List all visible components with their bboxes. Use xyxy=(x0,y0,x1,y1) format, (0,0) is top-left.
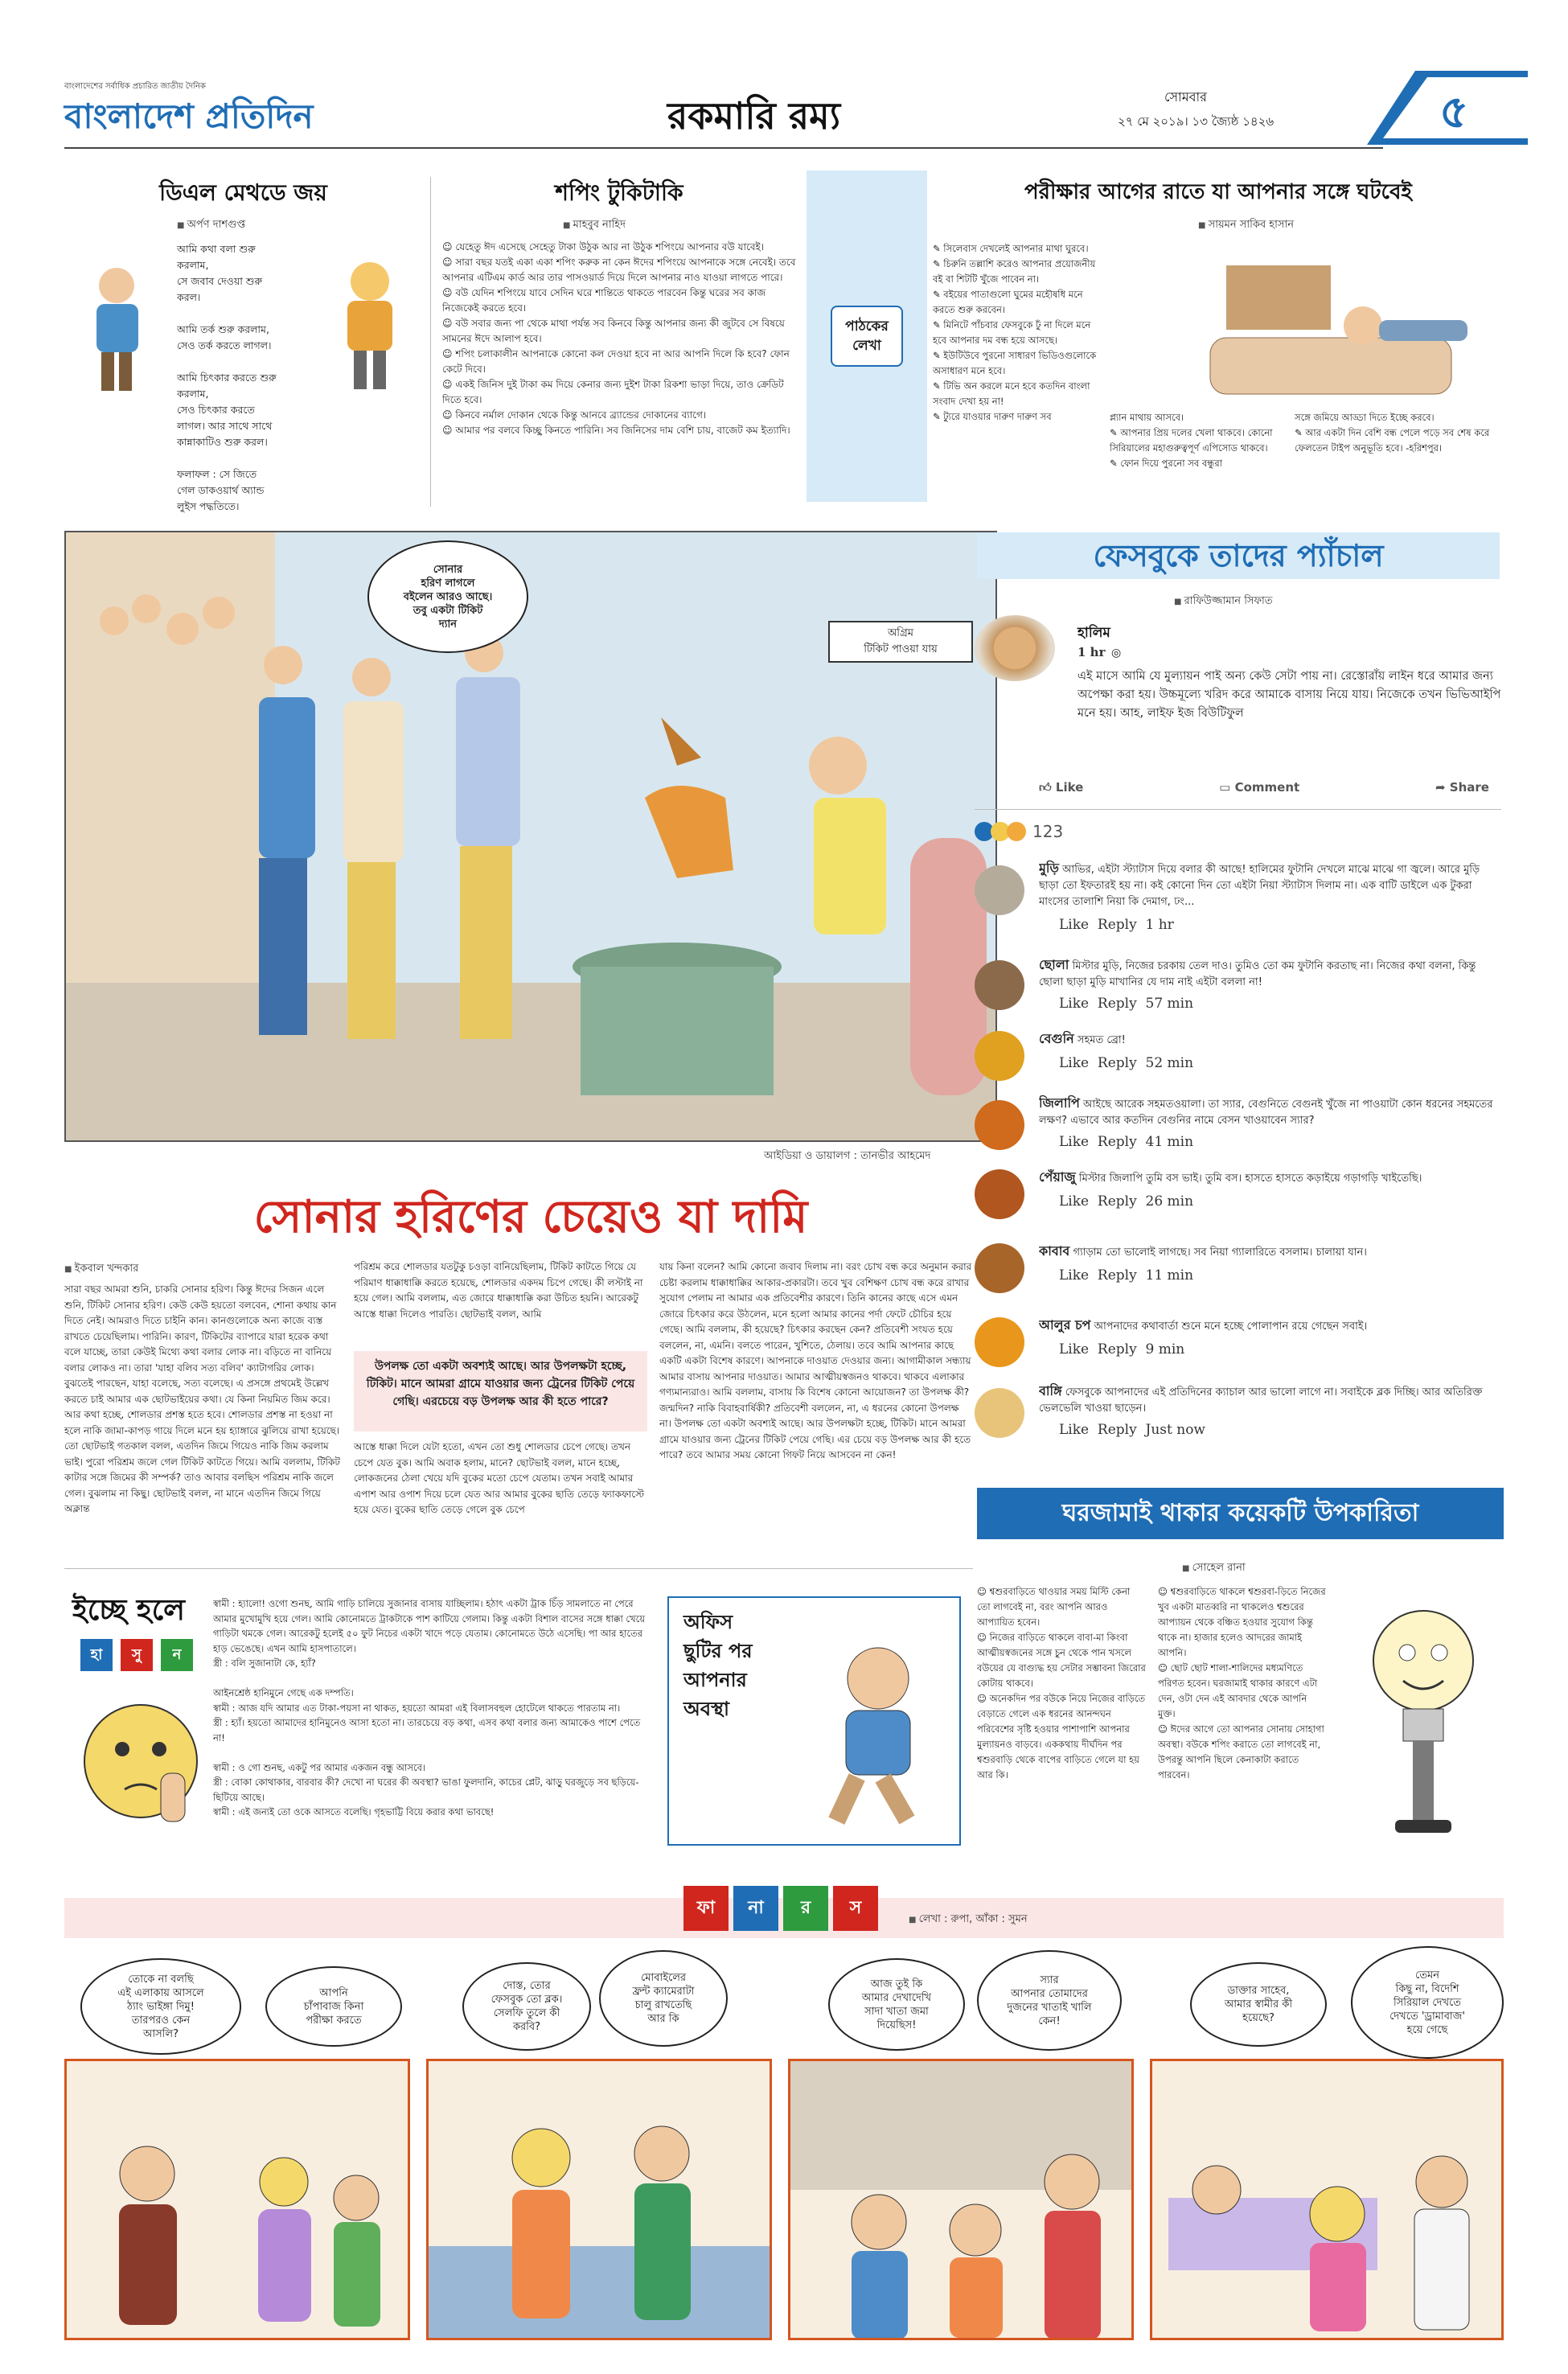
masthead-rule xyxy=(64,147,1383,149)
comment-like-link[interactable]: Like xyxy=(1059,1267,1090,1284)
funnarosh-bubble: স্যার আপনার তোমাদের দুজনের খাতাই খালি কেন! xyxy=(977,1950,1122,2051)
hasun-letter-1: হা xyxy=(80,1639,113,1671)
ghorjamai-col-b: ☺ শ্বশুরবাড়িতে থাকলে শ্বশুরবা-ড়িতে নিজের খুব একটা মাতব্বরি না থাকলেও শ্বশুরের আপ্যায়ন থেকে বঞ্চিত হওয়ার সুযোগ কিন্তু থাকে না। হাজার হলেও আদরের জামাই আপনি। ☺ ছোট ছোট শালা-শালিদের মধ্যমণিতে পরিণত হবেন। ঘরজামাই থাকার কারণে এটা দেন, ওটা দেন এই আবদার থেকে আপনি মুক্ত। ☺ ঈদের আগে তো আপনার সোনায় সোহাগা অবস্থা। বউকে শপিং করাতে তো লাগবেই না, উপরন্তু আপনি ছিলে কেনাকাটা করাতে পারবেন। xyxy=(1158,1586,1326,1780)
comment-avatar[interactable] xyxy=(975,1243,1024,1293)
comment-avatar[interactable] xyxy=(975,1100,1024,1150)
globe-icon: ◎ xyxy=(1111,647,1122,659)
feature-col-b-bottom: আস্তে ধাক্কা দিলে যেটা হতো, এখন তো শুধু শোলডার চেপে গেছে। তখন চেপে যেত বুক। আমি অবাক হলাম, মানে? ছোটভাই বলল, মানে হচ্ছে, লোকজনের ঠেলা খেয়ে যদি বুকের মতো চেপে যেতাম। তখন সবাই আমার এপাশ আর ওপাশ দিয়ে চলে যেত আর আমার বুকের ছাতি তেড়ে ফ্যাকফাস্টে হয়ে যেত। বুকের ছাতি তেড়ে গেলে বুক চেপে xyxy=(354,1441,644,1515)
comment-text: বেগুনি সহমত ব্রো! xyxy=(1039,1031,1126,1046)
comment-text: কাবাব গ্যাড়াম তো ভালোই লাগছে। সব নিয়া গ্যালারিতে বসলাম। চালায়া যান। xyxy=(1039,1243,1367,1259)
funnarosh-bubble: আজ তুই কি আমার দেখাদেখি সাদা খাতা জমা দিয়েছিস! xyxy=(828,1958,965,2051)
comment-text: জিলাপি আইছে আরেক সহমতওয়ালা। তা স্যার, বেগুনিতে বেগুনই খুঁজে না পাওয়াটা কোন ধরনের সহমতের লক্ষণ? এভাবে আর কতদিন বেগুনির নামে বেসন খাওয়াবেন স্যার? xyxy=(1039,1095,1493,1127)
share-icon: ➦ xyxy=(1435,780,1450,795)
comment-like-link[interactable]: Like xyxy=(1059,996,1090,1012)
comment-author[interactable]: মুড়ি xyxy=(1039,860,1059,876)
article-body-mid: প্ল্যান মাথায় আসবে। ✎ আপনার প্রিয় দলের খেলা থাকবে। কোনো সিরিয়ালের মহাগুরুত্বপূর্ণ এপিসোড থাকবে। ✎ ফোন দিয়ে পুরনো সব বন্ধুরা xyxy=(1110,412,1273,469)
article-byline: ■ অর্পণ দাশগুপ্ত xyxy=(177,217,245,234)
comment-author[interactable]: পেঁয়াজু xyxy=(1039,1169,1076,1185)
comment-text: মুড়ি আভির, এইটা স্ট্যাটাস দিয়ে বলার কী আছে! হালিমের ফুটানি দেখলে মাঝে মাঝে গা জ্বলে। আরে মুড়ি ছাড়া তো ইফতারই হয় না। কই কোনো দিন তো এইটা নিয়া স্ট্যাটাস দিলাম না। এক বাটি ডাইলে এক টুকরা মাংসের তালাশি নিয়া কি দেমাগ, ঢং... xyxy=(1039,860,1480,908)
main-cartoon xyxy=(64,531,997,1142)
feature-pullquote: উপলক্ষ তো একটা অবশ্যই আছে। আর উপলক্ষটা হচ্ছে, টিকিট। মানে আমরা গ্রামে যাওয়ার জন্য ট্রেনের টিকিট পেয়ে গেছি। এরচেয়ে বড় উপলক্ষ আর কী হতে পারে? xyxy=(354,1351,647,1431)
comment-author[interactable]: বাঙ্গি xyxy=(1039,1383,1062,1399)
comment-meta xyxy=(1059,1341,1184,1357)
cartoon-credit: আইডিয়া ও ডায়ালগ : তানভীর আহমেদ xyxy=(764,1150,931,1162)
bulb-character-illustration xyxy=(1339,1588,1504,1846)
comment-meta xyxy=(1059,996,1193,1012)
ghorjamai-byline: ■ সোহেল রানা xyxy=(1182,1560,1246,1577)
feature-headline: সোনার হরিণের চেয়েও যা দামি xyxy=(253,1191,808,1243)
cartoon-speech-bubble: সোনার হরিণ লাগলে বইলেন আরও আছে। তবু একটা টিকিট দ্যান xyxy=(367,540,528,653)
masthead xyxy=(0,0,1568,165)
facebook-post xyxy=(975,611,1505,812)
office-cartoon-caption: অফিস ছুটির পর আপনার অবস্থা xyxy=(683,1611,753,1720)
comment-meta xyxy=(1059,1193,1193,1210)
comment-avatar[interactable] xyxy=(975,1388,1024,1438)
facebook-byline: ■ রাফিউজ্জামান সিফাত xyxy=(1174,594,1273,610)
post-time[interactable]: 1 hr xyxy=(1077,645,1106,659)
comment-meta xyxy=(1059,1134,1193,1150)
article-body-left: ✎ সিলেবাস দেখলেই আপনার মাথা ঘুরবে। ✎ চিরুনি তল্লাশি করেও আপনার প্রয়োজনীয় বই বা শিটটি খুঁজে পাবেন না। ✎ বইয়ের পাতাগুলো ঘুমের মহৌষধি মনে করতে শুরু করবেন। ✎ মিনিটে পাঁচবার ফেসবুকে ঢুঁ না দিলে মনে হবে আপনার দম বন্ধ হয়ে আসছে। ✎ ইউটিউবে পুরনো সাধারণ ভিডিওগুলোকে অসাধারণ মনে হবে। ✎ টিভি অন করলে মনে হবে কতদিন বাংলা সংবাদ দেখা হয় না! ✎ ট্যুরে যাওয়ার দারুণ দারুণ সব xyxy=(933,243,1097,422)
comment-time: 11 min xyxy=(1145,1267,1194,1284)
share-button[interactable]: ➦ Share xyxy=(1435,780,1489,795)
logo-tagline: বাংলাদেশের সর্বাধিক প্রচারিত জাতীয় দৈনিক xyxy=(64,82,206,91)
comment-like-link[interactable]: Like xyxy=(1059,917,1090,933)
office-cartoon xyxy=(667,1596,961,1846)
funnarosh-bubble: ডাক্তার সাহেব, আমার স্বামীর কী হয়েছে? xyxy=(1190,1962,1327,2047)
comment-icon: ▭ xyxy=(1219,780,1235,795)
funnarosh-letter-4: স xyxy=(833,1886,878,1931)
funnarosh-letter-1: ফা xyxy=(683,1886,729,1931)
comment-avatar[interactable] xyxy=(975,960,1024,1010)
comment-reply-link[interactable]: Reply xyxy=(1097,1134,1137,1150)
comment-avatar[interactable] xyxy=(975,865,1024,915)
hasun-jokes: স্বামী : হ্যালো! ওগো শুনছ, আমি গাড়ি চালিয়ে সুজানার বাসায় যাচ্ছিলাম। হঠাৎ একটা ট্রাক চিঁড় সামলাতে না পেরে আমার মুখোমুখি হয়ে গেল। আমি কোনোমতে ট্রাকটাকে পাশ কাটিয়ে গেলাম। কিন্তু একটা বিশাল বাসের সঙ্গে ধাক্কা খেয়ে গাড়িটা থমকে গেল। আরেকটু হলেই ৫০ ফুট নিচের একটা খাদে পড়ে যেতাম। কোনোমতে উঠে এসেছি। পা আর হাতের হাড় ভেঙেছে। এখন আমি হাসপাতালে। স্ত্রী : বলি সুজানাটা কে, হ্যাঁ? আইনশ্রেষ্ঠ হানিমুনে গেছে এক দম্পতি। স্বামী : আজ যদি আমার এত টাকা-পয়সা না থাকত, হয়তো আমরা এই বিলাসবহুল হোটেলে থাকতে পারতাম না। স্ত্রী : হ্যাঁ। হয়তো আমাদের হানিমুনেও আসা হতো না। তারচেয়ে বড় কথা, এসব কথা বলার জন্য আমাকেও পাশে পেতে না! স্বামী : ও গো শুনছ, একটু পর আমার একজন বন্ধু আসবে। স্ত্রী : বোকা কোথাকার, বারবার কী? দেখো না ঘরের কী অবস্থা? ভাঙা ফুলদানি, কাচের প্লেট, ঝাড়ু ঘরজুড়ে সব ছড়িয়ে-ছিটিয়ে আছে। স্বামী : এই জন্যই তো ওকে আসতে বলেছি। গৃহভাট্টি বিয়ে করার কথা ভাবছে! xyxy=(213,1598,646,1817)
comment-time: 26 min xyxy=(1145,1193,1194,1210)
sleeping-student-illustration xyxy=(1162,249,1484,402)
issue-date: ২৭ মে ২০১৯। ১৩ জ্যৈষ্ঠ ১৪২৬ xyxy=(1118,114,1275,129)
column-divider xyxy=(430,177,431,507)
issue-day: সোমবার xyxy=(1164,89,1207,105)
article-title: ডিএল মেথডে জয় xyxy=(159,179,327,206)
comment-list xyxy=(975,860,1505,1472)
post-body: এই মাসে আমি যে মুল্যায়ন পাই অন্য কেউ সেটা পায় না। রেস্তোরাঁয় লাইন ধরে আমার জন্য অপেক্ষা করা হয়। উচ্চমূল্যে খরিদ করে আমাকে বাসায় নিয়ে যায়। নিজেকে তখন ভিভিআইপি মনে হয়। আহ, লাইফ ইজ বিউটিফুল xyxy=(1077,670,1501,720)
funnarosh-panel-4 xyxy=(1150,2059,1504,2340)
comment-button[interactable]: ▭ Comment xyxy=(1219,780,1300,795)
comment-author[interactable]: বেগুনি xyxy=(1039,1031,1074,1046)
article-title: পরীক্ষার আগের রাতে যা আপনার সঙ্গে ঘটবেই xyxy=(1024,180,1412,204)
comment-item xyxy=(975,1383,1505,1456)
reaction-count: 123 xyxy=(1032,822,1064,841)
hasun-letter-3: ন xyxy=(161,1639,193,1671)
post-divider xyxy=(975,809,1501,810)
comment-avatar[interactable] xyxy=(975,1317,1024,1367)
comment-author[interactable]: ছোলা xyxy=(1039,957,1069,972)
comment-reply-link[interactable]: Reply xyxy=(1097,1193,1137,1210)
comment-like-link[interactable]: Like xyxy=(1059,1422,1090,1438)
feature-byline: ■ ইকবাল খন্দকার xyxy=(64,1261,138,1278)
like-button[interactable]: 👍︎ Like xyxy=(1039,780,1084,795)
panel-4-scene xyxy=(1152,2061,1504,2340)
comment-item xyxy=(975,1169,1505,1226)
funnarosh-credit: ■ লেখা : রুপা, আঁকা : সুমন xyxy=(909,1912,1028,1928)
comment-author[interactable]: কাবাব xyxy=(1039,1243,1070,1259)
comment-like-link[interactable]: Like xyxy=(1059,1055,1090,1071)
hasun-title: ইচ্ছে হলে xyxy=(72,1594,186,1627)
post-actions xyxy=(1039,780,1489,804)
comment-like-link[interactable]: Like xyxy=(1059,1134,1090,1150)
comment-time: 52 min xyxy=(1145,1055,1194,1071)
comment-item xyxy=(975,1095,1505,1160)
running-man-illustration xyxy=(790,1630,958,1839)
funnarosh-panel-1 xyxy=(64,2059,410,2340)
feature-col-b-top: পরিশ্রম করে শোলডার যতটুকু চওড়া বানিয়েছিলাম, টিকিট কাটতে গিয়ে যে পরিমাণ ধাক্কাধাক্কি করতে হয়েছে, শোলডার একদম চিপে গেছে। কী লস্টাই না হয়ে গেল। আমি বললাম, এত জোরে ধাক্কাধাক্কি করা উচিত হয়নি। আরেকটু আস্তে ধাক্কা দিলেও পারতি। ছোটভাই বলল, আমি xyxy=(354,1261,643,1320)
comment-time: 41 min xyxy=(1145,1134,1194,1150)
newspaper-logo[interactable]: বাংলাদেশ প্রতিদিন xyxy=(64,97,314,136)
shopping-article xyxy=(442,169,796,515)
feature-bottom-rule xyxy=(64,1568,973,1569)
funnarosh-bubble: তেমন কিছু না, বিদেশি সিরিয়াল দেখতে দেখতে 'ড্রামাবাজ' হয়ে গেছে xyxy=(1351,1946,1504,2059)
feature-col-c: যায় কিনা বলেন? আমি কোনো জবাব দিলাম না। বরং চোখ বন্ধ করে অনুমান করার চেষ্টা করলাম ধাক্কাধাক্কির আকার-প্রকারটা। তবে খুব বেশিক্ষণ চোখ বন্ধ করে রাখার সুযোগ পেলাম না আমার এক প্রতিবেশীর কারণে। তিনি কানের কাছে এসে এমন জোরে চিৎকার করে উঠলেন, মনে হলো আমার কানের পর্দা ফেটে চৌচির হয়ে গেছে। আমি বললাম, কী হয়েছে? চিৎকার করছেন কেন? প্রতিবেশী সংযত হয়ে বললেন, না, এমনি। বলতে পারেন, খুশিতে, ঠেলায়। তবে আমি আপনার কাছে একটি একটা বিশেষ কারণে। আপনাকে দাওয়াত দেওয়ার জন্য। আগামীকাল সন্ধ্যায় আমার বাসায় আপনার দাওয়াত। আমার আত্মীয়স্বজনও থাকবে। থাকবে এলাকার গণ্যমান্যরাও। আমি বললাম, বাসায় কি বিশেষ কোনো আয়োজন? তা উপলক্ষ কী? জন্মদিন? নাকি বিবাহবার্ষিকী? প্রতিবেশী বললেন, না, এ ধরনের কোনো উপলক্ষ না। উপলক্ষ তো একটা অবশ্যই আছে। আর উপলক্ষটা হচ্ছে, টিকিট। মানে আমরা গ্রামে যাওয়ার জন্য ট্রেনের টিকিট পেয়ে গেছি। এর চেয়ে বড় উপলক্ষ আর কী হতে পারে? তবে আমার সময় কোনো গিফট নিয়ে আসবেন না কেন! xyxy=(659,1261,972,1460)
article-body: আমি কথা বলা শুরু করলাম, সে জবাব দেওয়া শুরু করল। আমি তর্ক শুরু করলাম, সেও তর্ক করতে লাগল। আমি চিৎকার করতে শুরু করলাম, সেও চিৎকার করতে লাগল। আর সাথে সাথে কান্নাকাটিও শুরু করল। ফলাফল : সে জিতে গেল ডাকওয়ার্থ অ্যান্ড লুইস পদ্ধতিতে। xyxy=(177,243,277,512)
funnarosh-bubble: তোকে না বলছি এই এলাকায় আসলে ঠ্যাং ভাইঙ্গা দিমু! তারপরও কেন আসলি? xyxy=(80,1958,241,2055)
comment-meta xyxy=(1059,917,1174,933)
dl-method-article xyxy=(64,169,422,515)
section-title: রকমারি রম্য xyxy=(667,94,841,138)
comment-time: 57 min xyxy=(1145,996,1194,1012)
ghorjamai-col-a: ☺ শ্বশুরবাড়িতে থাওয়ার সময় মিস্টি কেনা তো লাগবেই না, বরং আপনি আরও আপ্যায়িত হবেন। ☺ নিজের বাড়িতে থাকলে বাবা-মা কিংবা আত্মীয়স্বজনের সঙ্গে চুন থেকে পান খসলে বউয়ের যে বাগ্যুদ্ধ হয় সেটার সম্ভাবনা জিরোর কোটায় থাকবে। ☺ অনেকদিন পর বউকে নিয়ে নিজের বাড়িতে বেড়াতে গেলে এক ধরনের আনন্দঘন পরিবেশের সৃষ্টি হওয়ার পাশাপাশি আপনার মুল্যায়নও বাড়বে। এককথায় দীর্ঘদিন পর শ্বশুরবাড়ি থেকে বাপের বাড়িতে গেলে যা হয় আর কি। xyxy=(977,1586,1146,1780)
comment-reply-link[interactable]: Reply xyxy=(1097,1422,1137,1438)
comment-avatar[interactable] xyxy=(975,1169,1024,1219)
article-body-right: সঙ্গে জমিয়ে আড্ডা দিতে ইচ্ছে করবে। ✎ আর একটা দিন বেশি বন্ধ পেলে পড়ে সব শেষ করে ফেলতেন টাইপ অনুভূতি হবে। -হরিশপুর। xyxy=(1295,412,1490,454)
comment-item xyxy=(975,1317,1505,1374)
comment-meta xyxy=(1059,1055,1193,1071)
funnarosh-letter-3: র xyxy=(783,1886,828,1931)
article-title: শপিং টুকিটাকি xyxy=(555,179,683,206)
comment-author[interactable]: জিলাপি xyxy=(1039,1095,1080,1111)
thumbs-up-icon: 👍︎ xyxy=(1039,780,1056,795)
comment-time: 9 min xyxy=(1145,1341,1185,1357)
advance-ticket-sign: অগ্রিম টিকিট পাওয়া যায় xyxy=(828,621,973,663)
reaction-summary[interactable] xyxy=(975,822,1063,841)
funnarosh-bubble: মোবাইলের ফ্রন্ট ক্যামেরাটা চালু রাখতেছি আর কি xyxy=(599,1950,728,2047)
article-body: ☺ যেহেতু ঈদ এসেছে সেহেতু টাকা উঠুক আর না উঠুক শপিংয়ে আপনার বউ যাবেই। ☺ সারা বছর যতই একা একা শপিং করুক না কেন ঈদের শপিংয়ে আপনাকে সঙ্গে নেবেই। তবে আপনার এটিএম কার্ড আর তার পাসওয়ার্ড দিয়ে দিলে আপনার নাও যাওয়া লাগতে পারে। ☺ বউ যেদিন শপিংয়ে যাবে সেদিন ঘরে শান্তিতে থাকতে পারবেন কিন্তু ঘরের সব কাজ নিজেকেই করতে হবে। ☺ বউ সবার জন্য পা থেকে মাথা পর্যন্ত সব কিনবে কিন্তু আপনার জন্য কী জুটবে সে বিষয়ে সামনের ঈদে আলাপ হবে। ☺ শপিং চলাকালীন আপনাকে কোনো কল দেওয়া হবে না আর আপনি দিলে কি হবে? ফোন কেটে দিবে। ☺ একই জিনিস দুই টাকা কম দিয়ে কেনার জন্য দুইশ টাকা রিকশা ভাড়া দিয়ে, তাও ক্রেডিট দিতে হবে। ☺ কিনবে নর্মাল দোকান থেকে কিন্তু আনবে ব্র্যান্ডের দোকানের ব্যাগে। ☺ আমার পর বলবে কিচ্ছু কিনতে পারিনি। সব জিনিসের দাম বেশি চায়, বাজেট কম ইত্যাদি। xyxy=(442,241,796,436)
comment-time: 1 hr xyxy=(1145,917,1174,933)
comment-reply-link[interactable]: Reply xyxy=(1097,1267,1137,1284)
post-author[interactable]: হালিম xyxy=(1077,625,1110,641)
comment-like-link[interactable]: Like xyxy=(1059,1341,1090,1357)
comment-item xyxy=(975,1031,1505,1087)
thinking-face-illustration xyxy=(72,1685,209,1846)
comment-text: ছোলা মিস্টার মুড়ি, নিজের চরকায় তেল দাও। তুমিও তো কম ফুটানি করতাছ না। নিজের কথা বলনা, কিন্তু ছোলা ছাড়া মুড়ি মাখানির যে দাম নাই এইটা বললা না! xyxy=(1039,957,1476,988)
panel-1-scene xyxy=(67,2061,410,2340)
comment-item xyxy=(975,957,1505,1021)
hasun-letter-2: সু xyxy=(121,1639,153,1671)
comment-text: পেঁয়াজু মিস্টার জিলাপি তুমি বস ভাই। তুমি বস। হাসতে হাসতে কড়াইয়ে গড়াগড়ি খাইতেছি। xyxy=(1039,1169,1422,1185)
comment-avatar[interactable] xyxy=(975,1031,1024,1081)
comment-item xyxy=(975,1243,1505,1300)
page-number: ৫ xyxy=(1439,86,1469,138)
funnarosh-letters xyxy=(683,1886,878,1931)
article-byline: ■ মাহবুব নাহিদ xyxy=(563,217,626,234)
funnarosh-bubble: দোস্ত, তোর ফেসবুক তো ব্লক। সেলফি তুলে কী করবি? xyxy=(462,1962,591,2051)
funnarosh-letter-2: না xyxy=(733,1886,778,1931)
funnarosh-panel-2 xyxy=(426,2059,772,2340)
funnarosh-panel-3 xyxy=(788,2059,1134,2340)
comment-text: বাঙ্গি ফেসবুকে আপনাদের এই প্রতিদিনের ক্যাচাল আর ভালো লাগে না। সবাইকে ব্লক দিচ্ছি। আর অতিরিক্ত ভেলভেলি খাওয়া ছাড়েন। xyxy=(1039,1383,1483,1415)
halim-avatar[interactable] xyxy=(975,615,1055,681)
panel-3-scene xyxy=(790,2061,1134,2340)
comment-author[interactable]: আলুর চপ xyxy=(1039,1317,1091,1333)
panel-2-scene xyxy=(429,2061,772,2340)
haha-reaction-icon xyxy=(1007,822,1026,841)
article-byline: ■ সায়মন সাকিব হাসান xyxy=(1198,217,1294,234)
comment-reply-link[interactable]: Reply xyxy=(1097,1341,1137,1357)
feature-col-a: সারা বছর আমরা শুনি, চাকরি সোনার হরিণ। কিন্তু ঈদের সিজন এলে শুনি, টিকিট সোনার হরিণ। কেউ কেউ হয়তো বলবেন, শোনা কথায় কান দিতে নেই। আমরাও দিতে চাইনি কান। কানগুলোকে অন্য কাজে ব্যস্ত রাখতে চেয়েছিলাম। পারিনি। কারণ, টিকিটের ব্যাপারে যারা হরেক কথা বলে যাচ্ছে, তারা কেউই মিথ্যে কথা বলার লোক না। বড়িতে না বানিয়ে বলার লোকও না। তারা 'যাহা বলিব সত্য বলিব' ক্যাটাগরির লোক। বুঝতেই পারছেন, যাহা বলেছে, সত্য বলেছে। এ প্রসঙ্গে প্রথমেই উল্লেখ করতে চাই আমার এক ছোটভাইয়ের কথা। যে কিনা নিয়মিত জিম করে। আর কথা হচ্ছে, শোলডার প্রশস্ত হতে হবে। শোলডার প্রশস্ত না হওয়া না হলে নাকি জামা-কাপড় গায়ে দিলে মনে হয় হ্যাঙ্গারে ঝুলিয়ে রাখা হয়েছে। তো ছোটভাই গতকাল বলল, এতদিন জিমে গিয়েও নাকি জিম করলাম ভাই। পুরো পরিশ্রম জলে গেল টিকিট কাটতে গিয়ে। আমি বললাম, টিকিট কাটার সঙ্গে জিমের কী সম্পর্ক? তাও আবার বলছিস পরিশ্রম নাকি জলে গেল। বুঝলাম না কিছু। ছোটভাই বলল, না মানে এতদিন জিমে গিয়ে অক্লান্ত xyxy=(64,1284,340,1514)
reader-contribution-badge xyxy=(807,170,927,502)
funnarosh-bubble: আপনি চাঁপাবাজ কিনা পরীক্ষা করতে xyxy=(265,1966,402,2047)
comment-like-link[interactable]: Like xyxy=(1059,1193,1090,1210)
comment-meta xyxy=(1059,1267,1193,1284)
comment-item xyxy=(975,860,1505,949)
comment-time: Just now xyxy=(1145,1422,1205,1438)
comment-text: আলুর চপ আপনাদের কথাবার্তা শুনে মনে হচ্ছে পোলাপান রয়ে গেছেন সবাই। xyxy=(1039,1317,1368,1333)
ghorjamai-title: ঘরজামাই থাকার কয়েকটি উপকারিতা xyxy=(977,1488,1504,1539)
exam-night-article xyxy=(933,169,1504,515)
comment-meta xyxy=(1059,1422,1205,1438)
comment-reply-link[interactable]: Reply xyxy=(1097,1055,1137,1071)
reader-badge-label: পাঠকের লেখা xyxy=(831,306,903,367)
comment-reply-link[interactable]: Reply xyxy=(1097,917,1137,933)
facebook-title: ফেসবুকে তাদের প্যাঁচাল xyxy=(977,532,1500,579)
comment-reply-link[interactable]: Reply xyxy=(1097,996,1137,1012)
